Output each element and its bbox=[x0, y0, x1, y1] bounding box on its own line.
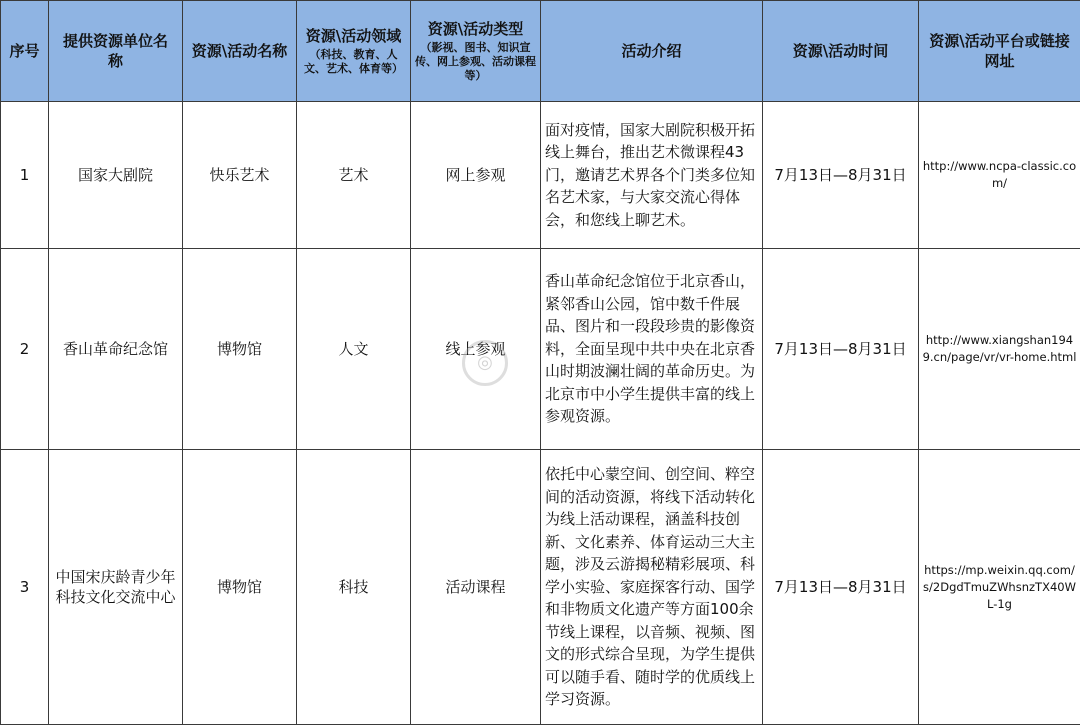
row-index: 3 bbox=[1, 450, 49, 725]
row-time: 7月13日—8月31日 bbox=[763, 450, 919, 725]
table-row bbox=[1, 450, 1080, 725]
row-unit: 香山革命纪念馆 bbox=[49, 249, 183, 450]
row-type: 活动课程 bbox=[411, 450, 541, 725]
row-field: 艺术 bbox=[297, 102, 411, 249]
row-time: 7月13日—8月31日 bbox=[763, 249, 919, 450]
row-field: 科技 bbox=[297, 450, 411, 725]
row-url[interactable]: https://mp.weixin.qq.com/s/2DgdTmuZWhsnzTX40WL-1g bbox=[919, 450, 1080, 725]
row-name: 博物馆 bbox=[183, 450, 297, 725]
header-time: 资源\活动时间 bbox=[763, 1, 919, 102]
header-field: 资源\活动领域 （科技、教育、人文、艺术、体育等） bbox=[297, 1, 411, 102]
row-name: 博物馆 bbox=[183, 249, 297, 450]
row-type: 线上参观 bbox=[411, 249, 541, 450]
row-url[interactable]: http://www.ncpa-classic.com/ bbox=[919, 102, 1080, 249]
watermark-logo-icon: ◎ bbox=[462, 340, 508, 386]
table-row bbox=[1, 102, 1080, 249]
header-url: 资源\活动平台或链接网址 bbox=[919, 1, 1080, 102]
row-type: 网上参观 bbox=[411, 102, 541, 249]
header-type: 资源\活动类型 （影视、图书、知识宣传、网上参观、活动课程等） bbox=[411, 1, 541, 102]
header-index: 序号 bbox=[1, 1, 49, 102]
row-intro: 香山革命纪念馆位于北京香山，紧邻香山公园，馆中数千件展品、图片和一段段珍贵的影像资料，全面呈现中共中央在北京香山时期波澜壮阔的革命历史。为北京市中小学生提供丰富的线上参观资源。 bbox=[541, 249, 763, 450]
row-unit: 国家大剧院 bbox=[49, 102, 183, 249]
table-row bbox=[1, 249, 1080, 450]
header-name: 资源\活动名称 bbox=[183, 1, 297, 102]
row-unit: 中国宋庆龄青少年科技文化交流中心 bbox=[49, 450, 183, 725]
row-intro: 面对疫情，国家大剧院积极开拓线上舞台，推出艺术微课程43门，邀请艺术界各个门类多位知名艺术家，与大家交流心得体会，和您线上聊艺术。 bbox=[541, 102, 763, 249]
header-row bbox=[1, 1, 1080, 102]
header-intro: 活动介绍 bbox=[541, 1, 763, 102]
row-intro: 依托中心蒙空间、创空间、粹空间的活动资源，将线下活动转化为线上活动课程，涵盖科技创新、文化素养、体育运动三大主题，涉及云游揭秘精彩展项、科学小实验、家庭探客行动、国学和非物质文化遗产等方面100余节线上课程，以音频、视频、图文的形式综合呈现，为学生提供可以随手看、随时学的优质线上学习资源。 bbox=[541, 450, 763, 725]
header-unit: 提供资源单位名称 bbox=[49, 1, 183, 102]
row-index: 1 bbox=[1, 102, 49, 249]
row-index: 2 bbox=[1, 249, 49, 450]
row-field: 人文 bbox=[297, 249, 411, 450]
row-name: 快乐艺术 bbox=[183, 102, 297, 249]
row-url[interactable]: http://www.xiangshan1949.cn/page/vr/vr-home.html bbox=[919, 249, 1080, 450]
row-time: 7月13日—8月31日 bbox=[763, 102, 919, 249]
